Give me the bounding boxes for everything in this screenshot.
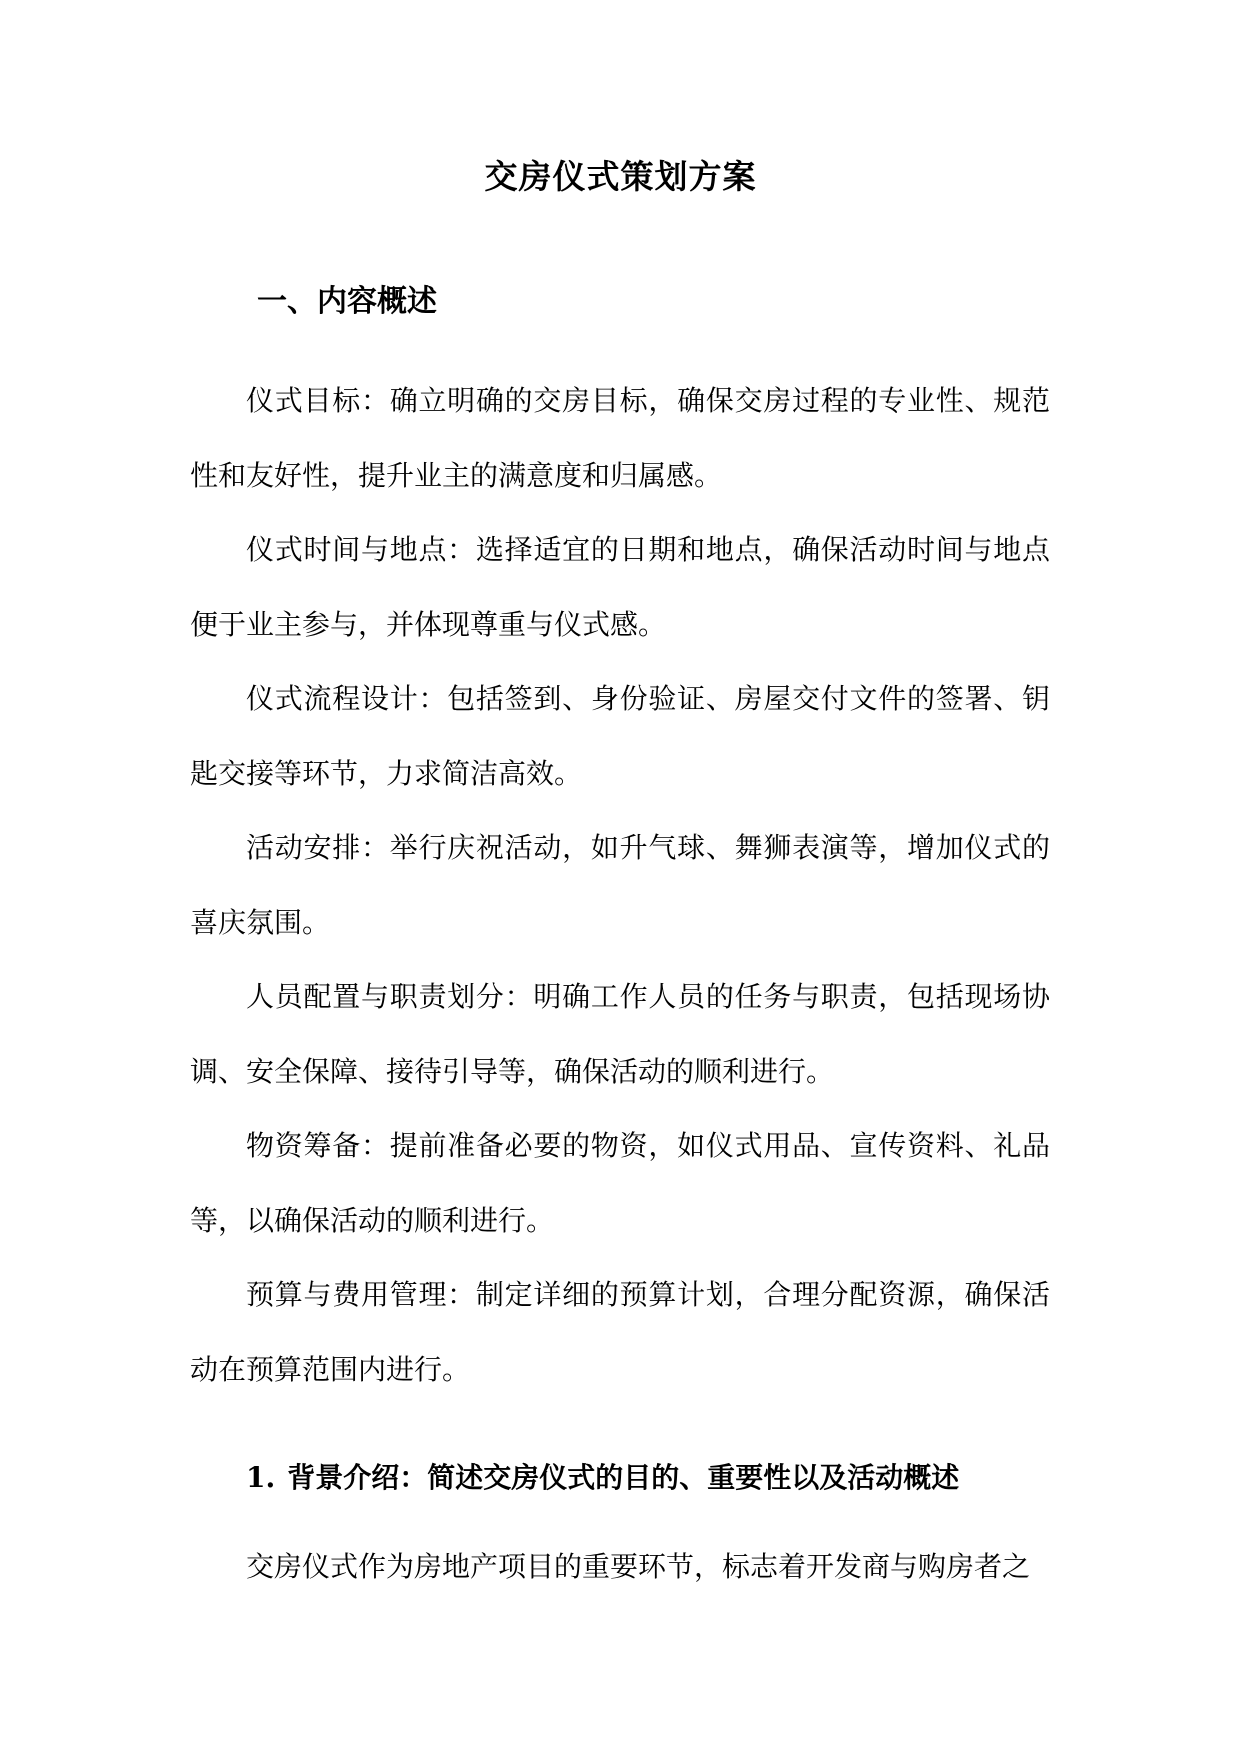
paragraph-background-intro: 交房仪式作为房地产项目的重要环节，标志着开发商与购房者之 — [246, 1550, 1031, 1583]
paragraph-materials: 物资筹备：提前准备必要的物资，如仪式用品、宣传资料、礼品等，以确保活动的顺利进行。 — [190, 1129, 1050, 1237]
subsection-heading-background — [246, 1458, 959, 1498]
subsection-heading-text: 背景介绍：简述交房仪式的目的、重要性以及活动概述 — [287, 1461, 960, 1494]
section-body — [190, 364, 1050, 1407]
document-title: 交房仪式策划方案 — [484, 157, 757, 196]
subsection-number: 1. — [246, 1461, 276, 1494]
paragraph-process-design: 仪式流程设计：包括签到、身份验证、房屋交付文件的签署、钥匙交接等环节，力求简洁高效。 — [190, 682, 1050, 790]
paragraph-staffing: 人员配置与职责划分：明确工作人员的任务与职责，包括现场协调、安全保障、接待引导等，确保活动的顺利进行。 — [190, 980, 1050, 1088]
section-heading-overview: 一、内容概述 — [257, 284, 437, 319]
paragraph-time-location: 仪式时间与地点：选择适宜的日期和地点，确保活动时间与地点便于业主参与，并体现尊重与仪式感。 — [190, 533, 1050, 641]
paragraph-budget: 预算与费用管理：制定详细的预算计划，合理分配资源，确保活动在预算范围内进行。 — [190, 1278, 1050, 1386]
paragraph-activities: 活动安排：举行庆祝活动，如升气球、舞狮表演等，增加仪式的喜庆氛围。 — [190, 831, 1050, 939]
paragraph-ceremony-goal: 仪式目标：确立明确的交房目标，确保交房过程的专业性、规范性和友好性，提升业主的满意度和归属感。 — [190, 384, 1050, 492]
